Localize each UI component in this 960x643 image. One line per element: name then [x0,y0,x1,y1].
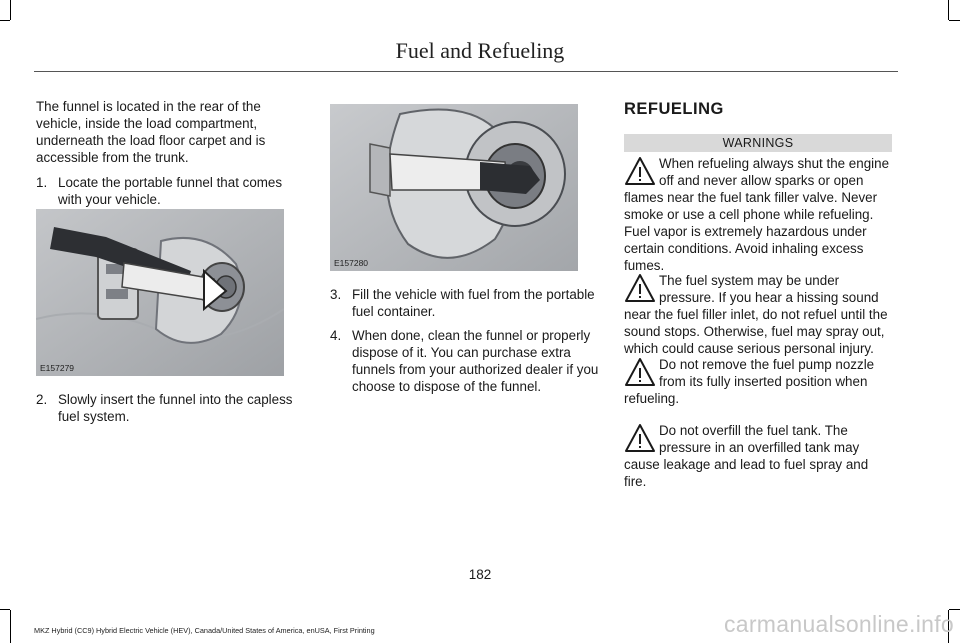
funnel-insert-figure [36,209,284,376]
left-column-step2 [36,391,306,425]
warning-item [624,272,894,357]
crop-mark-top-left-v [10,0,11,20]
crop-mark-top-right-v [948,0,949,20]
warning-item [624,422,894,490]
warning-triangle-icon [624,357,656,387]
step-item [36,391,306,425]
warning-item [624,155,894,274]
step-item [330,327,602,395]
step-number: 4. [330,328,342,343]
step-text: When done, clean the funnel or properly dispose of it. You can purchase extra funnels from your authorized dealer if you choose to dispose of the funnel. [352,328,599,394]
funnel-filling-figure [330,104,578,271]
crop-mark-top-left-h [0,20,10,21]
warning-triangle-icon [624,423,656,453]
watermark: carmanualsonline.info [723,611,954,637]
warning-text: Do not overfill the fuel tank. The pressure in an overfilled tank may cause leakage and lead to fuel spray and fire. [624,423,869,489]
section-heading: REFUELING [624,100,724,118]
crop-mark-bottom-left-h [0,609,10,610]
step-item [330,286,602,320]
crop-mark-top-right-h [949,20,960,21]
warning-text: When refueling always shut the engine off and never allow sparks or open flames near the fuel tank filler valve. Never smoke or use a cell phone while refueling. Fuel vapor is extremely hazardous under certain conditions. Avoid inhaling excess fumes. [624,156,890,273]
step-number: 1. [36,175,48,190]
funnel-insert-illustration [36,209,284,376]
figure-code: E157279 [40,363,75,373]
page-number: 182 [468,567,492,582]
step-number: 3. [330,287,342,302]
warnings-banner: WARNINGS [624,134,892,152]
header-divider [34,71,898,72]
warning-item [624,356,894,407]
crop-mark-bottom-right-h [949,609,960,610]
crop-mark-bottom-left-v [10,610,11,643]
step-number: 2. [36,392,48,407]
left-column [36,98,298,208]
figure-code: E157280 [334,258,369,268]
warning-text: The fuel system may be under pressure. If you hear a hissing sound near the fuel filler inlet, do not refuel until the sound stops. Otherwise, fuel may spray out, which could cause serious personal injury. [624,273,888,356]
page-title: Fuel and Refueling [395,38,565,63]
warning-triangle-icon [624,273,656,303]
step-text: Fill the vehicle with fuel from the portable fuel container. [352,287,595,319]
middle-column-steps [330,286,602,395]
warning-text: Do not remove the fuel pump nozzle from its fully inserted position when refueling. [624,357,875,406]
step-item [36,174,298,208]
funnel-filling-illustration [330,104,578,271]
warning-triangle-icon [624,156,656,186]
step-text: Locate the portable funnel that comes with your vehicle. [58,175,283,207]
intro-paragraph: The funnel is located in the rear of the vehicle, inside the load compartment, underneath the load floor carpet and is accessible from the trunk. [36,99,266,165]
footer-print-info: MKZ Hybrid (CC9) Hybrid Electric Vehicle (HEV), Canada/United States of America, enUSA, First Printing [34,626,375,635]
step-text: Slowly insert the funnel into the capless fuel system. [58,392,293,424]
